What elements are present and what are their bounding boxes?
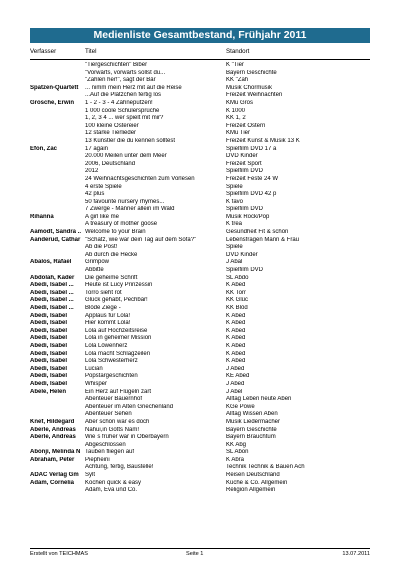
row-author: Abedi, Isabel ... [30, 305, 74, 311]
row-title: Kochen quick & easy [85, 479, 142, 486]
row-title: ...Auf die Plätzchen fertig los [85, 92, 162, 99]
row-title: Ab durch die Hecke [85, 251, 138, 258]
table-row [30, 153, 370, 161]
table-row [30, 434, 370, 442]
row-title: Abenteuer Sehen [85, 411, 132, 418]
table-row [30, 297, 370, 305]
column-headers [30, 46, 370, 58]
row-location: Freizeit Feste 24 W [226, 175, 279, 182]
row-title: 20.000 Meilen unter dem Meer [85, 153, 167, 160]
table-row [30, 335, 370, 343]
table-row [30, 168, 370, 176]
row-location: Spielfilm DVD [226, 206, 264, 213]
footer-page: Seite 1 [186, 551, 204, 557]
row-location: KK Abg [226, 441, 247, 448]
row-location: Küche & Co. Allgemein [226, 479, 288, 486]
row-location: K favo [226, 198, 244, 205]
row-title: Heute ist Lucy Prinzessin [85, 282, 153, 289]
row-title: Abgeschlossen [85, 441, 126, 448]
row-title: Whisper [85, 380, 108, 387]
table-row [30, 389, 370, 397]
row-author: Abedi, Isabel [30, 312, 68, 319]
table-row [30, 457, 370, 465]
row-title: Lucian [85, 365, 103, 372]
row-title: 2006, Deutschland [85, 160, 136, 167]
row-author: Efon, Zac [30, 145, 58, 152]
row-location: DVD Kinder [226, 153, 258, 160]
table-row [30, 381, 370, 389]
table-row [30, 343, 370, 351]
row-title: Adam, Eva und Co. [85, 487, 138, 494]
row-title: 1 - 2 - 3 - 4 Zähneputzen! [85, 99, 153, 106]
row-location: Bayern Brauchtum [226, 434, 276, 441]
row-location: Musik Liedermacher [226, 418, 281, 425]
row-title: Lola auf Hochzeitsreise [85, 327, 148, 334]
row-location: KGe Powe [226, 403, 255, 410]
row-location: J Abed [226, 380, 245, 387]
row-title: Sylt [85, 472, 96, 479]
table-row [30, 487, 370, 495]
table-row [30, 358, 370, 366]
table-row [30, 184, 370, 192]
row-location: K Abed [226, 312, 246, 319]
row-location: Freizeit Sport [226, 160, 262, 167]
row-title: Popstargeschichten [85, 373, 138, 380]
row-title: "Tiergeschichten" Biber [85, 62, 148, 68]
row-title: Nahui,in Gotts Nam! [85, 426, 140, 433]
row-location: K trea [226, 221, 243, 228]
table-row [30, 191, 370, 199]
row-location: K Abed [226, 342, 246, 349]
row-title: Lola in geheimer Mission [85, 335, 152, 342]
row-title: Ein Herz auf Flügeln zart [85, 388, 152, 395]
footer-date: 13.07.2011 [342, 551, 370, 557]
row-location: KE Abed [226, 373, 250, 380]
table-row [30, 92, 370, 100]
table-row [30, 244, 370, 252]
row-location: SL Abdo [226, 274, 249, 281]
row-title: Lola Schwesterherz [85, 358, 138, 365]
row-title: 4 erste Spiele [85, 183, 122, 190]
row-author: ADAC Verlag Gm [30, 472, 79, 479]
row-location: Alltag Wissen Aben [226, 411, 278, 418]
row-title: Tauben fliegen auf [85, 449, 135, 456]
row-location: Freizeit Kunst & Musik 13 K [226, 137, 300, 144]
row-title: 1 000 coole Schülersprüche [85, 107, 160, 114]
row-location: Musik Chormusik [226, 84, 273, 91]
row-author: Aamodt, Sandra .. [30, 229, 82, 236]
table-row [30, 427, 370, 435]
row-author: Abedi, Isabel ... [30, 282, 74, 289]
row-author: Abedi, Isabel [30, 335, 68, 342]
table-row [30, 480, 370, 488]
row-author: Abonji, Melinda N [30, 449, 81, 456]
row-title: 50 favourite nursery rhymes... [85, 198, 165, 205]
row-location: Bayern Geschichte [226, 69, 277, 76]
row-title: Piepheini [85, 456, 110, 463]
row-author: Abedi, Isabel ... [30, 289, 74, 296]
row-title: Abenteuer Bauernhof [85, 396, 143, 403]
row-title: Die geheime Schrift [85, 274, 138, 281]
row-location: K 1000 [226, 107, 246, 114]
row-title: "Schatz, wie war dein Tag auf dem Sofa?" [85, 236, 197, 243]
row-author: Spatzen-Quartett [30, 84, 79, 91]
table-row [30, 366, 370, 374]
row-location: K Abed [226, 358, 246, 365]
table-row [30, 138, 370, 146]
table-row [30, 108, 370, 116]
table-row [30, 464, 370, 472]
row-title: Wie´s früher war in Oberbayern [85, 434, 169, 441]
row-title: Lola Löwenherz [85, 342, 128, 349]
row-location: Bayern Geschichte [226, 426, 277, 433]
table-row [30, 373, 370, 381]
row-title: ... nimm mein Herz mit auf die Reise [85, 84, 182, 91]
row-title: Welcome to your Brain [85, 229, 146, 236]
row-location: KK 1, 2 [226, 115, 246, 122]
table-row [30, 267, 370, 275]
row-author: Grosche, Erwin [30, 99, 75, 106]
row-location: Musik Rock/Pop [226, 213, 270, 220]
table-row [30, 85, 370, 93]
table-row [30, 259, 370, 267]
row-author: Aberle, Andreas [30, 434, 76, 441]
row-title: 24 Weihnachtsgeschichten zum Vorlesen [85, 175, 195, 182]
row-title: Torro sieht rot [85, 289, 122, 296]
table-row [30, 130, 370, 138]
row-title: Ab die Post! [85, 244, 118, 251]
header-title: Titel [85, 48, 97, 55]
table-row [30, 275, 370, 283]
row-location: SL Abon [226, 449, 249, 456]
footer-created: Erstellt von TEICHMAS [30, 551, 89, 557]
table-row [30, 176, 370, 184]
row-location: Spielfilm DVD 42 p [226, 191, 277, 198]
row-author: Abedi, Isabel [30, 365, 68, 372]
row-location: Spielfilm DVD [226, 168, 264, 175]
row-title: A girl like me [85, 213, 120, 220]
row-title: 2012 [85, 168, 99, 175]
row-location: Reisen Deutschland [226, 472, 280, 479]
row-title: Hier kommt Lola! [85, 320, 131, 327]
row-title: "Vorwärts, vorwärts sollst du... [85, 69, 166, 76]
row-title: 13 Künstler die du kennen solltest [85, 137, 176, 144]
row-title: 100 kleine Ostereier [85, 122, 139, 129]
row-location: K Abed [226, 282, 246, 289]
table-row [30, 313, 370, 321]
row-title: A treasury of mother goose [85, 221, 158, 228]
row-author: Aanderud, Cathar [30, 236, 81, 243]
media-table [30, 62, 370, 495]
row-location: Alltag Leben heute Aben [226, 396, 292, 403]
row-author: Knef, Hildegard [30, 418, 75, 425]
row-location: KK Blöd [226, 305, 248, 311]
row-location: Spielfilm DVD 17 a [226, 145, 277, 152]
row-title: Aber schön war es doch [85, 418, 150, 425]
table-row [30, 199, 370, 207]
row-title: 42 plus [85, 191, 105, 198]
table-row [30, 252, 370, 260]
table-row [30, 237, 370, 245]
row-location: KK Torr [226, 289, 246, 296]
table-row [30, 221, 370, 229]
table-row [30, 123, 370, 131]
table-row [30, 282, 370, 290]
row-location: K "Tier [226, 62, 244, 68]
row-location: KMu Gros [226, 99, 254, 106]
footer-rule [30, 548, 370, 549]
row-location: K Abra [226, 456, 245, 463]
table-row [30, 419, 370, 427]
row-location: Spiele [226, 244, 243, 251]
row-location: K Abed [226, 335, 246, 342]
row-author: Abedi, Isabel [30, 342, 68, 349]
page-title: Medienliste Gesamtbestand, Frühjahr 2011 [30, 28, 370, 43]
row-author: Abele, Helen [30, 388, 67, 395]
table-row [30, 442, 370, 450]
row-location: Technik Technik & Bauen Ach [226, 464, 305, 471]
table-row [30, 290, 370, 298]
table-row [30, 229, 370, 237]
row-title: Abenteuer im Alten Griechenland [85, 403, 174, 410]
row-author: Abedi, Isabel [30, 358, 68, 365]
row-title: Achtung, fertig, Baustelle! [85, 464, 154, 471]
row-author: Abalos, Rafael [30, 259, 72, 266]
row-title: 17 again [85, 145, 109, 152]
row-location: Spiele [226, 183, 243, 190]
table-row [30, 411, 370, 419]
table-row [30, 351, 370, 359]
row-author: Abraham, Peter [30, 456, 75, 463]
row-location: K Abed [226, 327, 246, 334]
row-title: 12 starke Tierlieder [85, 130, 137, 137]
row-author: Abedi, Isabel ... [30, 297, 74, 304]
row-title: 7 Zwerge - Männer allein im Wald [85, 206, 175, 213]
table-row [30, 146, 370, 154]
row-author: Abedi, Isabel [30, 327, 68, 334]
row-author: Abedi, Isabel [30, 320, 68, 327]
header-author: Verfasser [30, 48, 57, 55]
row-title: Abbitte [85, 267, 104, 274]
row-author: Aberle, Andreas [30, 426, 76, 433]
row-title: Lola macht Schlagzeilen [85, 350, 151, 357]
table-row [30, 161, 370, 169]
row-title: Grimpow [85, 259, 110, 266]
row-title: 1, 2, 3 4 ... wer spielt mit mir? [85, 115, 164, 122]
table-row [30, 449, 370, 457]
row-author: Abedi, Isabel [30, 380, 68, 387]
table-row [30, 77, 370, 85]
row-title: "Zahlen her!", sagt der Bär [85, 77, 156, 84]
row-title: Glück gehabt, Pechbär! [85, 297, 148, 304]
table-row [30, 404, 370, 412]
table-row [30, 214, 370, 222]
table-row [30, 320, 370, 328]
table-row [30, 115, 370, 123]
table-row [30, 70, 370, 78]
row-location: J Abel [226, 388, 243, 395]
row-location: Lebensfragen Mann & Frau [226, 236, 300, 243]
row-location: Freizeit Weihnachten [226, 92, 283, 99]
table-row [30, 206, 370, 214]
table-row [30, 305, 370, 313]
row-location: KMu Tier [226, 130, 251, 137]
row-location: J Abal [226, 259, 243, 266]
row-location: K Abed [226, 350, 246, 357]
row-location: Gesundheit Fit & schön [226, 229, 289, 236]
table-row [30, 472, 370, 480]
row-location: Freizeit Ostern [226, 122, 266, 129]
row-location: Spielfilm DVD [226, 267, 264, 274]
row-author: Abedi, Isabel [30, 350, 68, 357]
header-location: Standort [226, 48, 250, 55]
row-author: Abedi, Isabel [30, 373, 68, 380]
row-author: Rihanna [30, 213, 54, 220]
row-location: J Abed [226, 365, 245, 372]
row-location: K Abed [226, 320, 246, 327]
row-location: KK Glüc [226, 297, 249, 304]
table-row [30, 62, 370, 70]
page-footer [30, 551, 370, 561]
row-location: KK "Zah [226, 77, 249, 84]
table-row [30, 100, 370, 108]
row-title: Blöde Ziege - [85, 305, 121, 311]
row-location: DVD Kinder [226, 251, 258, 258]
table-row [30, 396, 370, 404]
row-location: Religion Allgemein [226, 487, 276, 494]
row-author: Abdolah, Kader [30, 274, 75, 281]
row-author: Adam, Cornelia [30, 479, 75, 486]
header-rule [30, 59, 370, 60]
row-title: Applaus für Lola! [85, 312, 131, 319]
table-row [30, 328, 370, 336]
